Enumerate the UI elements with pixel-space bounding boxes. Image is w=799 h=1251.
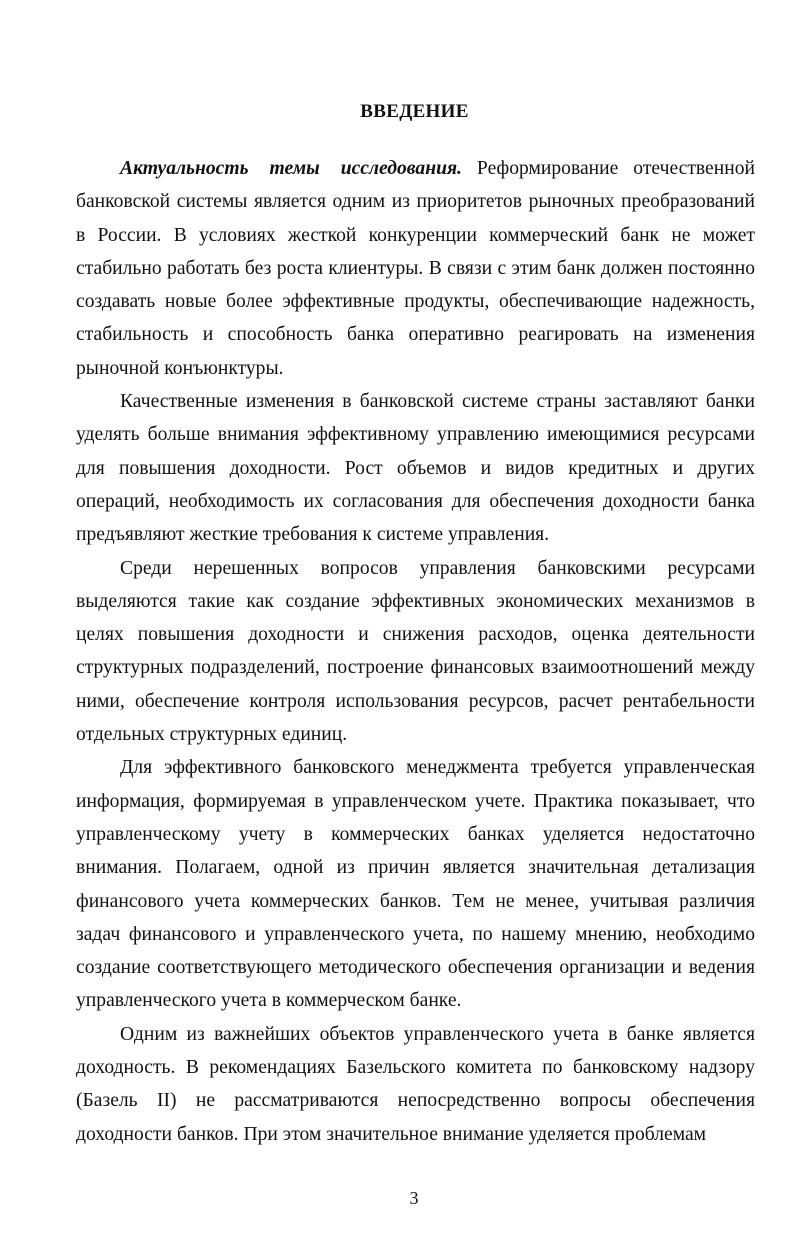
page-title: ВВЕДЕНИЕ: [360, 101, 469, 122]
paragraph-qualitative-changes: Качественные изменения в банковской системе страны заставляют банки уделять больше внимания эффективному управлению имеющимися ресурсами для повышения доходности. Рост объемов и видов кредитных и других операций, необходимость их согласования для обеспечения доходности банка предъявляют жесткие требования к системе управления.: [76, 391, 755, 546]
paragraph-management-accounting: Для эффективного банковского менеджмента требуется управленческая информация, формируемая в управленческом учете. Практика показывает, что управленческому учету в коммерческих банках уделяется недостаточно внимания. Полагаем, одной из причин является значительная детализация финансового учета коммерческих банков. Тем не менее, учитывая различия задач финансового и управленческого учета, по нашему мнению, необходимо создание соответствующего методического обеспечения организации и ведения управленческого учета в коммерческом банке.: [76, 757, 755, 1012]
paragraph-lead: Актуальность темы исследования.: [120, 158, 462, 179]
paragraph-text: Реформирование отечественной банковской системы является одним из приоритетов рыночных преобразований в России. В условиях жесткой конкуренции коммерческий банк не может стабильно работать без роста клиентуры. В связи с этим банк должен постоянно создавать новые более эффективные продукты, обеспечивающие надежность, стабильность и способность банка оперативно реагировать на изменения рыночной конъюнктуры.: [76, 158, 755, 379]
paragraph-relevance: [76, 152, 755, 385]
paragraph-unresolved-issues: Среди нерешенных вопросов управления банковскими ресурсами выделяются такие как создание эффективных экономических механизмов в целях повышения доходности и снижения расходов, оценка деятельности структурных подразделений, построение финансовых взаимоотношений между ними, обеспечение контроля использования ресурсов, расчет рентабельности отдельных структурных единиц.: [76, 557, 755, 746]
body-text: [76, 152, 755, 1151]
page-number: 3: [409, 1188, 419, 1208]
paragraph-profitability: Одним из важнейших объектов управленческого учета в банке является доходность. В рекомендациях Базельского комитета по банковскому надзору (Базель II) не рассматриваются непосредственно вопросы обеспечения доходности банков. При этом значительное внимание уделяется проблемам: [76, 1023, 755, 1145]
